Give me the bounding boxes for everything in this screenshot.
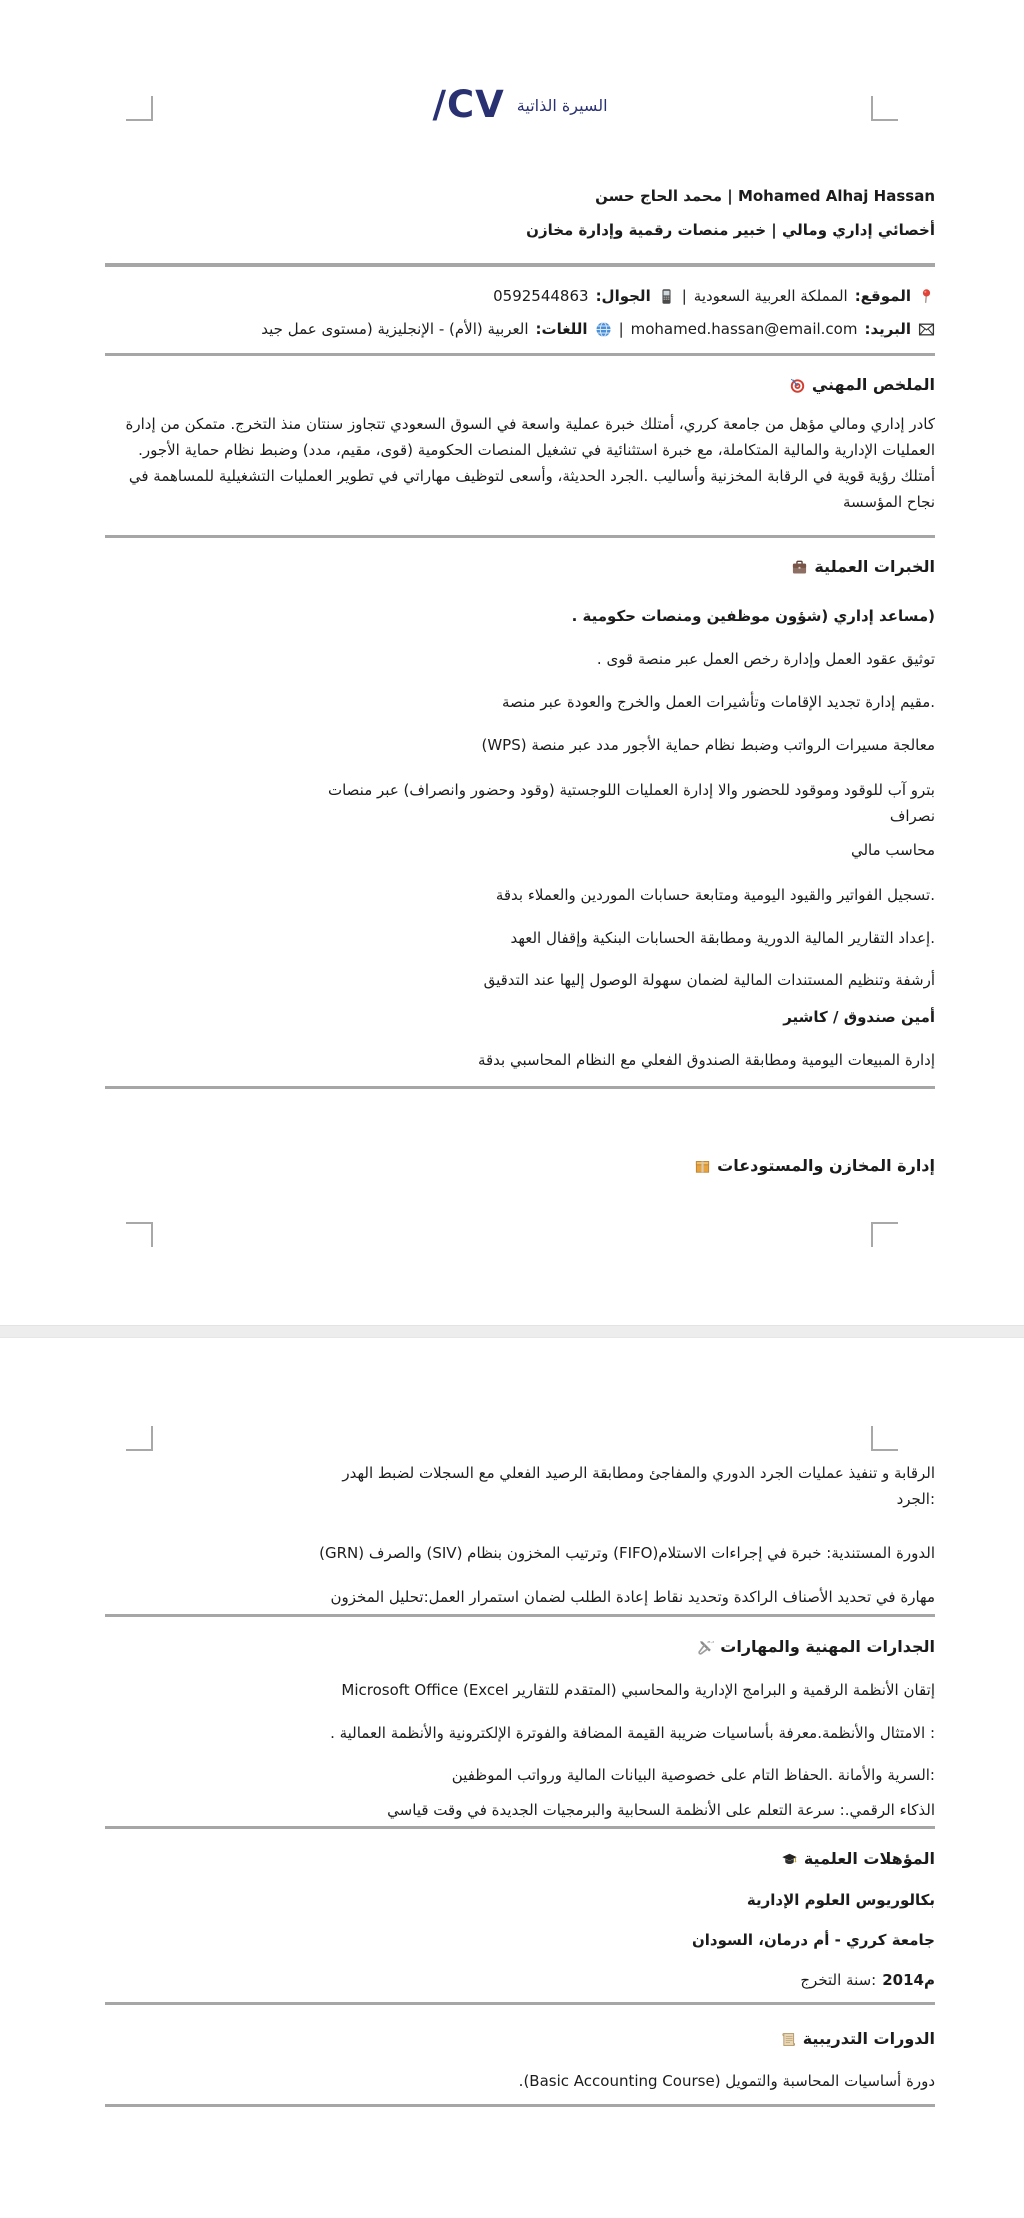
education-title-text: المؤهلات العلمية: [803, 1849, 935, 1868]
scroll-icon: [780, 2031, 797, 2048]
section-title-summary: [105, 373, 935, 397]
graduation-year-label: :سنة التخرج: [800, 1971, 877, 1989]
briefcase-icon: [791, 559, 808, 576]
course-item: دورة أساسيات المحاسبة والتمويل (Basic Accounting Course).: [518, 2072, 935, 2090]
graduation-cap-icon: [781, 1851, 798, 1868]
page-2-content: [105, 1460, 935, 2107]
candidate-name: Mohamed Alhaj Hassan | محمد الحاج حسن: [595, 187, 935, 205]
page-1-content: [105, 85, 935, 1178]
section-title-warehouse: [105, 1154, 935, 1178]
courses-title-text: الدورات التدريبية: [802, 2029, 935, 2048]
experience-item: .تسجيل الفواتير والقيود اليومية ومتابعة حسابات الموردين والعملاء بدقة: [495, 886, 935, 904]
separator-line: [105, 1826, 935, 1829]
summary-title-text: الملخص المهني: [811, 375, 935, 394]
corner-mark: [126, 1222, 153, 1247]
experience-role: محاسب مالي: [850, 841, 935, 859]
skill-item: إتقان الأنظمة الرقمية و البرامج الإدارية والمحاسبي (المتقدم للتقارير Microsoft Office (Excel: [341, 1681, 935, 1699]
warehouse-item: مهارة في تحديد الأصناف الراكدة وتحديد نقاط إعادة الطلب لضمان استمرار العمل:تحليل المخزون: [330, 1588, 935, 1606]
corner-mark: [871, 1426, 898, 1451]
email-label: البريد:: [864, 320, 911, 338]
contact-line-2: [105, 318, 935, 340]
separator-line: [105, 1086, 935, 1089]
target-icon: [789, 377, 806, 394]
education-degree: بكالوريوس العلوم الإدارية: [746, 1891, 935, 1909]
separator-line: [105, 1614, 935, 1617]
section-title-skills: [105, 1635, 935, 1659]
experience-item: معالجة مسيرات الرواتب وضبط نظام حماية الأجور مدد عبر منصة (WPS): [481, 736, 935, 754]
education-graduation-year: [105, 1969, 935, 1991]
section-title-experience: [105, 555, 935, 579]
globe-icon: [595, 321, 612, 338]
candidate-subtitle: أخصائي إداري ومالي | خبير منصات رقمية وإدارة مخازن: [526, 221, 935, 239]
title-cv: CV/: [432, 83, 505, 126]
corner-mark: [871, 1222, 898, 1247]
separator-line: [105, 263, 935, 267]
experience-item: إدارة المبيعات اليومية ومطابقة الصندوق الفعلي مع النظام المحاسبي بدقة: [477, 1051, 935, 1069]
skill-item: الذكاء الرقمي.: سرعة التعلم على الأنظمة السحابية والبرمجيات الجديدة في وقت قياسي: [387, 1801, 935, 1819]
pin-icon: [918, 288, 935, 305]
skills-title-text: الجدارات المهنية والمهارات: [720, 1637, 935, 1656]
separator-line: [105, 353, 935, 356]
languages-label: اللغات:: [535, 320, 588, 338]
section-title-courses: [105, 2027, 935, 2051]
phone-label: الجوال:: [595, 287, 651, 305]
experience-item: (مساعد إداري (شؤون موظفين ومنصات حكومية .: [571, 607, 935, 625]
experience-role: أمين صندوق / كاشير: [783, 1008, 935, 1026]
location-label: الموقع:: [854, 287, 911, 305]
experience-item: أرشفة وتنظيم المستندات المالية لضمان سهولة الوصول إليها عند التدقيق: [483, 971, 935, 989]
warehouse-item: الرقابة و تنفيذ عمليات الجرد الدوري والمفاجئ ومطابقة الرصيد الفعلي مع السجلات لضبط الهدر: [342, 1464, 935, 1482]
summary-paragraph: كادر إداري ومالي مؤهل من جامعة كرري، أمتلك خبرة عملية واسعة في السوق السعودي تتجاوز سنتان منذ التخرج. متمكن من إدارة العمليات الإدارية والمالية المتكاملة، مع خبرة استثنائية في تشغيل المنصات الحكومية (قوى، مقيم، مدد) وضبط نظام حماية الأجور. أمتلك رؤية قوية في الرقابة المخزنية وأساليب .الجرد الحديثة، وأسعى لتوظيف مهاراتي في تطوير العمليات التشغيلية للمساهمة في نجاح المؤسسة: [125, 415, 935, 511]
page-gap: [0, 1325, 1024, 1338]
experience-title-text: الخبرات العملية: [814, 557, 935, 576]
contact-line-1: [105, 285, 935, 307]
languages-value: العربية (الأم) - الإنجليزية (مستوى عمل جيد: [261, 320, 529, 338]
phone-value: 0592544863: [493, 287, 589, 305]
title-arabic: السيرة الذاتية: [516, 95, 608, 115]
separator-line: [105, 2002, 935, 2005]
warehouse-item: الدورة المستندية: خبرة في إجراءات الاستلام(FIFO) وترتيب المخزون بنظام (SIV) والصرف (GRN): [319, 1544, 935, 1562]
graduation-year-value: م2014: [882, 1971, 935, 1989]
location-value: المملكة العربية السعودية: [693, 287, 848, 305]
experience-item-continuation: نصراف: [889, 807, 935, 825]
experience-item: بترو آب للوقود وموقود للحضور والا إدارة العمليات اللوجستية (وقود وحضور وانصراف) عبر منصات: [327, 781, 935, 799]
email-value: mohamed.hassan@email.com: [630, 320, 858, 338]
experience-item: توثيق عقود العمل وإدارة رخص العمل عبر منصة قوى .: [596, 650, 935, 668]
document-title: [105, 85, 935, 125]
envelope-icon: [918, 321, 935, 338]
separator-line: [105, 2104, 935, 2107]
education-university: جامعة كرري - أم درمان، السودان: [691, 1931, 935, 1949]
contact-separator: |: [618, 320, 624, 338]
experience-item: .إعداد التقارير المالية الدورية ومطابقة الحسابات البنكية وإقفال العهد: [510, 929, 935, 947]
separator-line: [105, 535, 935, 538]
skill-item: :السرية والأمانة .الحفاظ التام على خصوصية البيانات المالية ورواتب الموظفين: [451, 1766, 935, 1784]
experience-item: .مقيم إدارة تجديد الإقامات وتأشيرات العمل والخرج والعودة عبر منصة: [501, 693, 935, 711]
warehouse-title-text: إدارة المخازن والمستودعات: [717, 1156, 935, 1175]
tools-icon: [697, 1639, 714, 1656]
section-title-education: [105, 1847, 935, 1871]
warehouse-item-continuation: :الجرد: [896, 1490, 935, 1508]
skill-item: : الامتثال والأنظمة.معرفة بأساسيات ضريبة القيمة المضافة والفوترة الإلكترونية والأنظمة العمالية .: [330, 1724, 935, 1742]
corner-mark: [126, 1426, 153, 1451]
package-icon: [694, 1158, 711, 1175]
contact-separator: |: [681, 287, 687, 305]
phone-icon: [658, 288, 675, 305]
